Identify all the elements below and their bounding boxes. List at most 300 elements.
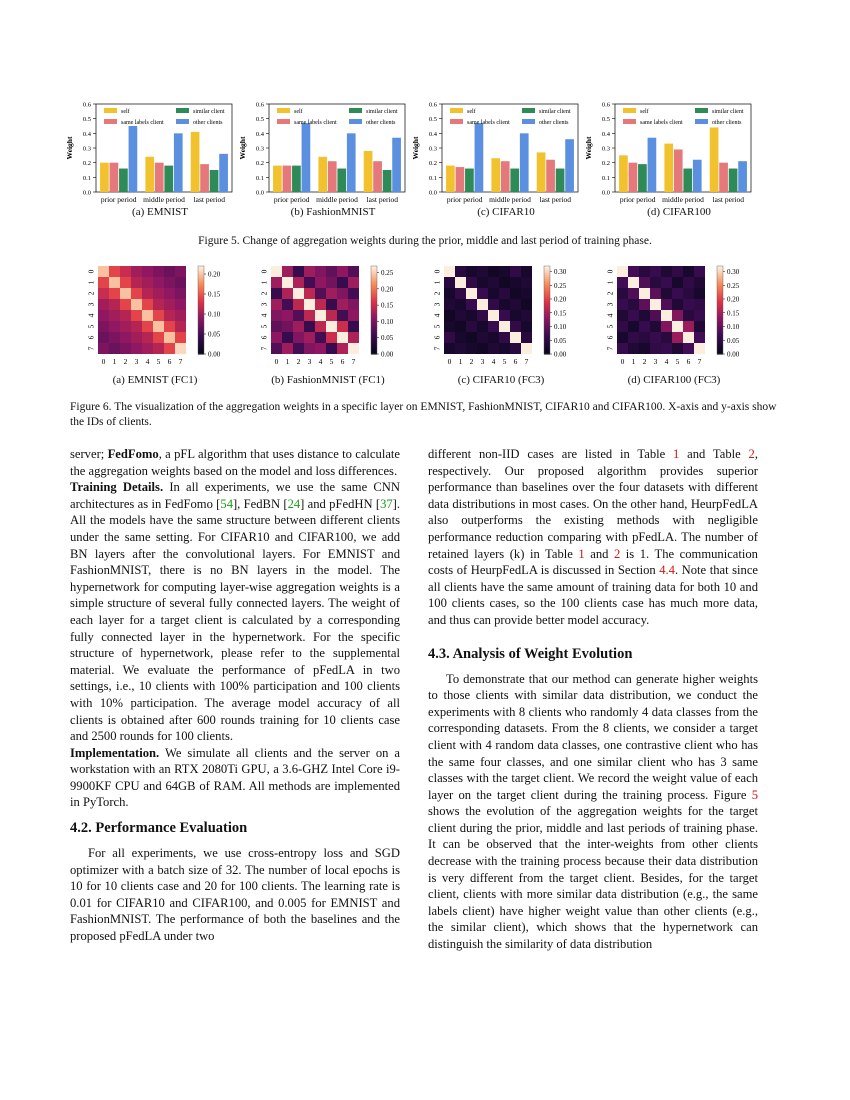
x-tick-label: 0: [620, 357, 625, 366]
heatmap-0: [87, 266, 221, 366]
legend-label: same labels client: [121, 120, 164, 126]
left-column: [70, 446, 400, 945]
heatmap-cell: [617, 288, 628, 299]
x-tick-label: 0: [447, 357, 452, 366]
legend-swatch: [450, 108, 463, 113]
heatmap-cell: [650, 321, 661, 332]
heatmap-cell: [521, 343, 532, 354]
heatmap-cell: [131, 266, 142, 277]
y-tick-label: 0.6: [82, 101, 91, 109]
heatmap-cell: [164, 288, 175, 299]
heatmap-cell: [98, 343, 109, 354]
y-tick-label: 1: [259, 280, 269, 285]
x-tick-label: 3: [134, 357, 139, 366]
legend-swatch: [277, 119, 290, 124]
heatmap-cell: [683, 332, 694, 343]
heatmap-cell: [326, 266, 337, 277]
x-tick-label: last period: [539, 195, 572, 204]
heatmap-cell: [639, 266, 650, 277]
colorbar-label: 0.00: [208, 350, 221, 359]
x-tick-label: middle period: [316, 195, 358, 204]
heatmap-cell: [488, 277, 499, 288]
heatmap-cell: [304, 321, 315, 332]
y-tick-label: 0.2: [428, 160, 437, 168]
heatmap-cell: [466, 343, 477, 354]
x-tick-label: 1: [112, 357, 117, 366]
x-tick-label: 6: [167, 357, 172, 366]
y-tick-label: 7: [259, 346, 269, 351]
heatmap-cell: [175, 310, 186, 321]
heatmap-cell: [661, 321, 672, 332]
heatmap-cell: [271, 321, 282, 332]
bar: [373, 161, 382, 192]
bar: [456, 167, 465, 192]
table-link[interactable]: 1: [673, 447, 680, 461]
bar: [710, 127, 719, 192]
colorbar-label: 0.30: [554, 268, 567, 276]
colorbar-label: 0.10: [727, 323, 740, 331]
x-tick-label: prior period: [446, 195, 483, 204]
heatmap-cell: [120, 343, 131, 354]
heatmap-cell: [98, 332, 109, 343]
x-tick-label: 6: [686, 357, 691, 366]
heatmap-cell: [650, 310, 661, 321]
fig6-main-caption: Figure 6. The visualization of the aggregation weights in a specific layer on EMNIST, FashionMNIST, CIFAR10 and CIFAR100. X-axis and y-axis show the IDs of clients.: [70, 401, 777, 428]
figure-5-charts: [60, 92, 790, 220]
y-tick-label: 0.3: [82, 145, 91, 153]
heatmap-cell: [683, 266, 694, 277]
heatmap-cell: [521, 332, 532, 343]
heatmap-cell: [650, 288, 661, 299]
heatmap-cell: [672, 332, 683, 343]
heatmap-cell: [315, 321, 326, 332]
legend-swatch: [349, 119, 362, 124]
heatmap-cell: [683, 310, 694, 321]
bar: [537, 152, 546, 192]
x-tick-label: 7: [524, 357, 529, 366]
heatmap-cell: [672, 310, 683, 321]
heatmap-1: [260, 266, 394, 366]
para-results: different non-IID cases are listed in Table 1 and Table 2, respectively. Our proposed algorithm provides superior performance than baselines over the four datasets with different data distributions in most cases. On the other hand, HeurpFedLA also outperforms the existing methods with negligible performance reduction comparing with pFedLA. The number of retained layers (k) in Table 1 and 2 is 1. The communication costs of HeurpFedLA is discussed in Section 4.4. Note that since all clients have the same amount of training data for both 10 and 100 clients cases, so the 100 clients case has much more data, and thus can provide better model accuracy.: [428, 447, 758, 627]
y-tick-label: 0.1: [601, 174, 610, 182]
heatmap-cell: [488, 321, 499, 332]
heatmap-cell: [120, 277, 131, 288]
bar: [145, 157, 154, 192]
heatmap-cell: [455, 288, 466, 299]
heatmap-cell: [488, 343, 499, 354]
heatmap-cell: [650, 332, 661, 343]
heatmap-cell: [153, 299, 164, 310]
heatmap-cell: [466, 277, 477, 288]
y-tick-label: 5: [259, 324, 269, 329]
bar: [648, 138, 657, 192]
heatmap-cell: [120, 299, 131, 310]
fig6-caption-a: (a) EMNIST (FC1): [112, 374, 198, 386]
colorbar-label: 0.15: [381, 301, 394, 310]
heatmap-cell: [488, 310, 499, 321]
figure-6-heatmaps: [60, 258, 790, 376]
heatmap-cell: [337, 266, 348, 277]
heatmap-cell: [315, 310, 326, 321]
x-tick-label: 2: [296, 357, 301, 366]
heatmap-cell: [510, 277, 521, 288]
heatmap-cell: [315, 266, 326, 277]
bar: [318, 157, 327, 192]
heatmap-cell: [271, 277, 282, 288]
y-tick-label: 0.3: [601, 145, 610, 153]
heatmap-cell: [164, 332, 175, 343]
heatmap-cell: [444, 310, 455, 321]
bar: [364, 151, 373, 192]
x-tick-label: 6: [513, 357, 518, 366]
heatmap-cell: [153, 310, 164, 321]
bar: [302, 123, 311, 192]
heatmap-cell: [326, 343, 337, 354]
fig5-caption-d: (d) CIFAR100: [647, 206, 711, 218]
y-tick-label: 6: [259, 335, 269, 340]
heatmap-cell: [315, 277, 326, 288]
heatmap-cell: [326, 288, 337, 299]
heatmap-cell: [466, 310, 477, 321]
heatmap-cell: [672, 321, 683, 332]
heatmap-cell: [282, 277, 293, 288]
x-tick-label: last period: [366, 195, 399, 204]
legend-swatch: [695, 108, 708, 113]
heatmap-cell: [315, 299, 326, 310]
x-tick-label: 7: [697, 357, 702, 366]
bar: [738, 161, 747, 192]
y-axis-label: Weight: [65, 136, 74, 160]
heatmap-cell: [337, 299, 348, 310]
bar: [119, 169, 128, 192]
table-link[interactable]: 1: [578, 546, 585, 561]
heatmap-cell: [477, 299, 488, 310]
x-tick-label: 1: [631, 357, 636, 366]
heatmap-cell: [466, 266, 477, 277]
heatmap-cell: [661, 332, 672, 343]
heatmap-cell: [694, 321, 705, 332]
heatmap-cell: [142, 288, 153, 299]
heatmap-cell: [444, 343, 455, 354]
y-tick-label: 3: [259, 302, 269, 307]
heatmap-cell: [98, 277, 109, 288]
heatmap-cell: [639, 343, 650, 354]
legend-swatch: [623, 108, 636, 113]
heatmap-cell: [348, 343, 359, 354]
heatmap-cell: [304, 332, 315, 343]
bar-chart-0: [65, 102, 232, 205]
x-tick-label: 0: [101, 357, 106, 366]
heatmap-cell: [120, 310, 131, 321]
bar: [283, 166, 292, 192]
heatmap-cell: [109, 299, 120, 310]
heatmap-cell: [109, 321, 120, 332]
heatmap-cell: [175, 266, 186, 277]
colorbar-label: 0.10: [381, 317, 394, 326]
bar: [129, 126, 138, 192]
bar: [520, 133, 529, 192]
figure-6: [60, 258, 790, 398]
bar: [219, 154, 228, 192]
heatmap-cell: [282, 321, 293, 332]
heatmap-cell: [131, 332, 142, 343]
heatmap-cell: [466, 288, 477, 299]
heatmap-cell: [444, 332, 455, 343]
heatmap-cell: [153, 332, 164, 343]
x-tick-label: 2: [469, 357, 474, 366]
colorbar-label: 0.25: [381, 269, 394, 278]
heatmap-cell: [98, 266, 109, 277]
x-tick-label: 5: [502, 357, 507, 366]
legend-swatch: [104, 119, 117, 124]
heatmap-cell: [98, 288, 109, 299]
citation-link[interactable]: 54: [220, 496, 233, 511]
x-tick-label: middle period: [662, 195, 704, 204]
heatmap-cell: [477, 266, 488, 277]
bar: [629, 163, 638, 192]
y-tick-label: 1: [432, 280, 442, 285]
legend-swatch: [104, 108, 117, 113]
fig5-caption-b: (b) FashionMNIST: [290, 206, 376, 218]
y-tick-label: 0.0: [82, 189, 91, 197]
heatmap-cell: [694, 266, 705, 277]
heatmap-cell: [282, 299, 293, 310]
y-tick-label: 1: [86, 280, 96, 285]
para-weight-evolution: To demonstrate that our method can generate higher weights to those clients with similar data distribution, we conduct the experiments with 8 clients who randomly 4 data classes from the corresponding datasets. From the 8 clients, we consider a target client with 4 random data classes, one contrastive client who has the same four classes, and one similar client who has 3 same classes with the target client. We record the weight value of each layer on the target client during the training process. Figure 5 shows the evolution of the aggregation weights for the target client during the prior, middle and last periods of training phase. It can be observed that the inter-weights from other clients decrease with the training process because their data distribution is very different from the target client. Besides, for the target client, clients with more similar data distribution (e.g., the same labels client) have higher weight value than other clients (e.g., the similar client), which shows that the hypernetwork can distinguish the similarity of data distribution: [428, 671, 758, 952]
heatmap-2: [433, 266, 567, 366]
heatmap-cell: [304, 299, 315, 310]
y-tick-label: 0.0: [601, 189, 610, 197]
y-tick-label: 3: [605, 302, 615, 307]
heatmap-cell: [315, 332, 326, 343]
heatmap-cell: [164, 299, 175, 310]
bar: [619, 155, 628, 192]
legend-swatch: [450, 119, 463, 124]
y-tick-label: 0.4: [82, 130, 91, 138]
x-tick-label: prior period: [100, 195, 137, 204]
heatmap-cell: [510, 343, 521, 354]
y-tick-label: 3: [86, 302, 96, 307]
heatmap-cell: [348, 310, 359, 321]
bar: [664, 144, 673, 192]
heatmap-cell: [477, 321, 488, 332]
heatmap-cell: [282, 266, 293, 277]
y-tick-label: 0.3: [255, 145, 264, 153]
figure-link[interactable]: 5: [751, 787, 758, 802]
heatmap-cell: [672, 288, 683, 299]
colorbar-label: 0.05: [727, 336, 740, 345]
bar: [110, 163, 119, 192]
heatmap-cell: [109, 266, 120, 277]
x-tick-label: 4: [664, 357, 669, 366]
table-link[interactable]: 2: [748, 447, 755, 461]
citation-link[interactable]: 24: [287, 496, 301, 511]
heatmap-cell: [639, 288, 650, 299]
y-tick-label: 3: [432, 302, 442, 307]
citation-link[interactable]: 37: [380, 496, 393, 511]
heatmap-cell: [444, 299, 455, 310]
heatmap-cell: [444, 277, 455, 288]
heatmap-cell: [326, 277, 337, 288]
heatmap-cell: [628, 277, 639, 288]
heatmap-3: [606, 266, 740, 366]
heatmap-cell: [488, 288, 499, 299]
heatmap-cell: [98, 310, 109, 321]
x-tick-label: 4: [145, 357, 150, 366]
y-tick-label: 0: [432, 269, 442, 274]
heatmap-cell: [293, 321, 304, 332]
heatmap-cell: [131, 321, 142, 332]
heatmap-cell: [499, 343, 510, 354]
bar: [383, 170, 392, 192]
heatmap-cell: [175, 277, 186, 288]
heatmap-cell: [348, 266, 359, 277]
legend-swatch: [695, 119, 708, 124]
heatmap-cell: [271, 299, 282, 310]
y-tick-label: 0.5: [82, 116, 91, 124]
bar: [292, 166, 301, 192]
y-tick-label: 0.4: [428, 130, 437, 138]
heatmap-cell: [521, 299, 532, 310]
x-tick-label: 4: [318, 357, 323, 366]
x-tick-label: 1: [285, 357, 290, 366]
bar: [475, 123, 484, 192]
bar: [446, 166, 455, 192]
x-tick-label: 7: [351, 357, 356, 366]
y-tick-label: 0.3: [428, 145, 437, 153]
heatmap-cell: [153, 321, 164, 332]
y-tick-label: 0.5: [428, 116, 437, 124]
y-tick-label: 4: [259, 313, 269, 318]
x-tick-label: prior period: [619, 195, 656, 204]
y-axis-label: Weight: [238, 136, 247, 160]
para-training-details: Training Details. In all experiments, we use the same CNN architectures as in FedFomo [54], FedBN [24] and pFedHN [37]. All the models have the same structure between different clients under the same setting. For CIFAR10 and CIFAR100, we add BN layers after the convolutional layers. For EMNIST and FashionMNIST, there is no BN layers in the model. The hypernetwork for computing layer-wise aggregation weights is a simple structure of several fully connected layers. The weight of each layer for a target client is calculated by a corresponding fully connected layer in the hypernetwork. For the specific structure of hypernetwork, please refer to the supplemental material. We evaluate the performance of pFedLA in two settings, i.e., 10 clients with 100% participation and 100 clients with 10% participation. The average model accuracy of all clients is obtained after 600 rounds training for 10 clients case and 2500 rounds for 100 clients.: [70, 480, 401, 744]
section-link[interactable]: 4.4: [659, 563, 675, 578]
heatmap-cell: [661, 343, 672, 354]
heatmap-cell: [282, 288, 293, 299]
heatmap-cell: [639, 332, 650, 343]
x-tick-label: 7: [178, 357, 183, 366]
heatmap-cell: [271, 310, 282, 321]
colorbar-label: 0.10: [208, 310, 221, 319]
heatmap-cell: [131, 310, 142, 321]
heatmap-cell: [672, 299, 683, 310]
x-tick-label: 1: [458, 357, 463, 366]
legend-swatch: [522, 119, 535, 124]
bar: [164, 166, 173, 192]
heatmap-cell: [455, 332, 466, 343]
heatmap-cell: [521, 310, 532, 321]
heatmap-cell: [455, 266, 466, 277]
y-tick-label: 6: [432, 335, 442, 340]
heatmap-cell: [109, 288, 120, 299]
y-tick-label: 2: [605, 291, 615, 296]
y-tick-label: 0.6: [255, 101, 264, 109]
heatmap-cell: [694, 288, 705, 299]
colorbar-label: 0.00: [381, 350, 394, 359]
bar: [546, 160, 555, 192]
heatmap-cell: [142, 310, 153, 321]
y-tick-label: 2: [432, 291, 442, 296]
heatmap-cell: [650, 299, 661, 310]
fig5-caption-c: (c) CIFAR10: [477, 206, 535, 218]
colorbar-label: 0.20: [727, 295, 740, 304]
x-tick-label: 5: [329, 357, 334, 366]
heatmap-cell: [271, 332, 282, 343]
heatmap-cell: [639, 299, 650, 310]
table-link[interactable]: 2: [613, 546, 621, 561]
bar: [556, 169, 565, 192]
heatmap-cell: [628, 299, 639, 310]
y-tick-label: 2: [259, 291, 269, 296]
heatmap-cell: [488, 332, 499, 343]
x-tick-label: prior period: [273, 195, 310, 204]
heatmap-cell: [444, 266, 455, 277]
heatmap-cell: [337, 332, 348, 343]
heatmap-cell: [444, 321, 455, 332]
heatmap-cell: [348, 332, 359, 343]
bar: [200, 164, 209, 192]
x-tick-label: middle period: [489, 195, 531, 204]
heatmap-cell: [142, 343, 153, 354]
heatmap-cell: [337, 288, 348, 299]
x-tick-label: 4: [491, 357, 496, 366]
colorbar-label: 0.20: [554, 295, 567, 304]
heatmap-cell: [650, 277, 661, 288]
heatmap-cell: [521, 288, 532, 299]
heatmap-cell: [639, 277, 650, 288]
heatmap-cell: [521, 321, 532, 332]
legend-label: self: [467, 109, 476, 115]
y-tick-label: 0: [86, 269, 96, 274]
heatmap-cell: [348, 299, 359, 310]
y-tick-label: 0.6: [428, 101, 437, 109]
heatmap-cell: [617, 310, 628, 321]
heatmap-cell: [683, 288, 694, 299]
heatmap-cell: [672, 266, 683, 277]
heatmap-cell: [142, 332, 153, 343]
bar: [174, 133, 183, 192]
y-tick-label: 6: [605, 335, 615, 340]
colorbar-label: 0.25: [554, 281, 567, 290]
bar: [510, 169, 519, 192]
heatmap-cell: [617, 266, 628, 277]
legend-swatch: [176, 108, 189, 113]
heatmap-cell: [164, 343, 175, 354]
x-tick-label: 3: [653, 357, 658, 366]
legend-label: similar client: [539, 109, 571, 115]
y-tick-label: 0.5: [601, 116, 610, 124]
colorbar-label: 0.00: [727, 350, 740, 359]
bar: [392, 138, 401, 192]
heatmap-cell: [271, 266, 282, 277]
heatmap-cell: [694, 310, 705, 321]
legend-swatch: [522, 108, 535, 113]
y-tick-label: 5: [605, 324, 615, 329]
bar: [674, 149, 683, 192]
heatmap-cell: [109, 332, 120, 343]
heatmap-cell: [293, 266, 304, 277]
fig6-caption-c: (c) CIFAR10 (FC3): [457, 374, 545, 386]
legend-label: other clients: [193, 120, 223, 126]
heatmap-cell: [521, 266, 532, 277]
heatmap-cell: [326, 299, 337, 310]
heatmap-cell: [153, 343, 164, 354]
heatmap-cell: [293, 343, 304, 354]
heatmap-cell: [650, 343, 661, 354]
legend-swatch: [176, 119, 189, 124]
heatmap-cell: [337, 310, 348, 321]
